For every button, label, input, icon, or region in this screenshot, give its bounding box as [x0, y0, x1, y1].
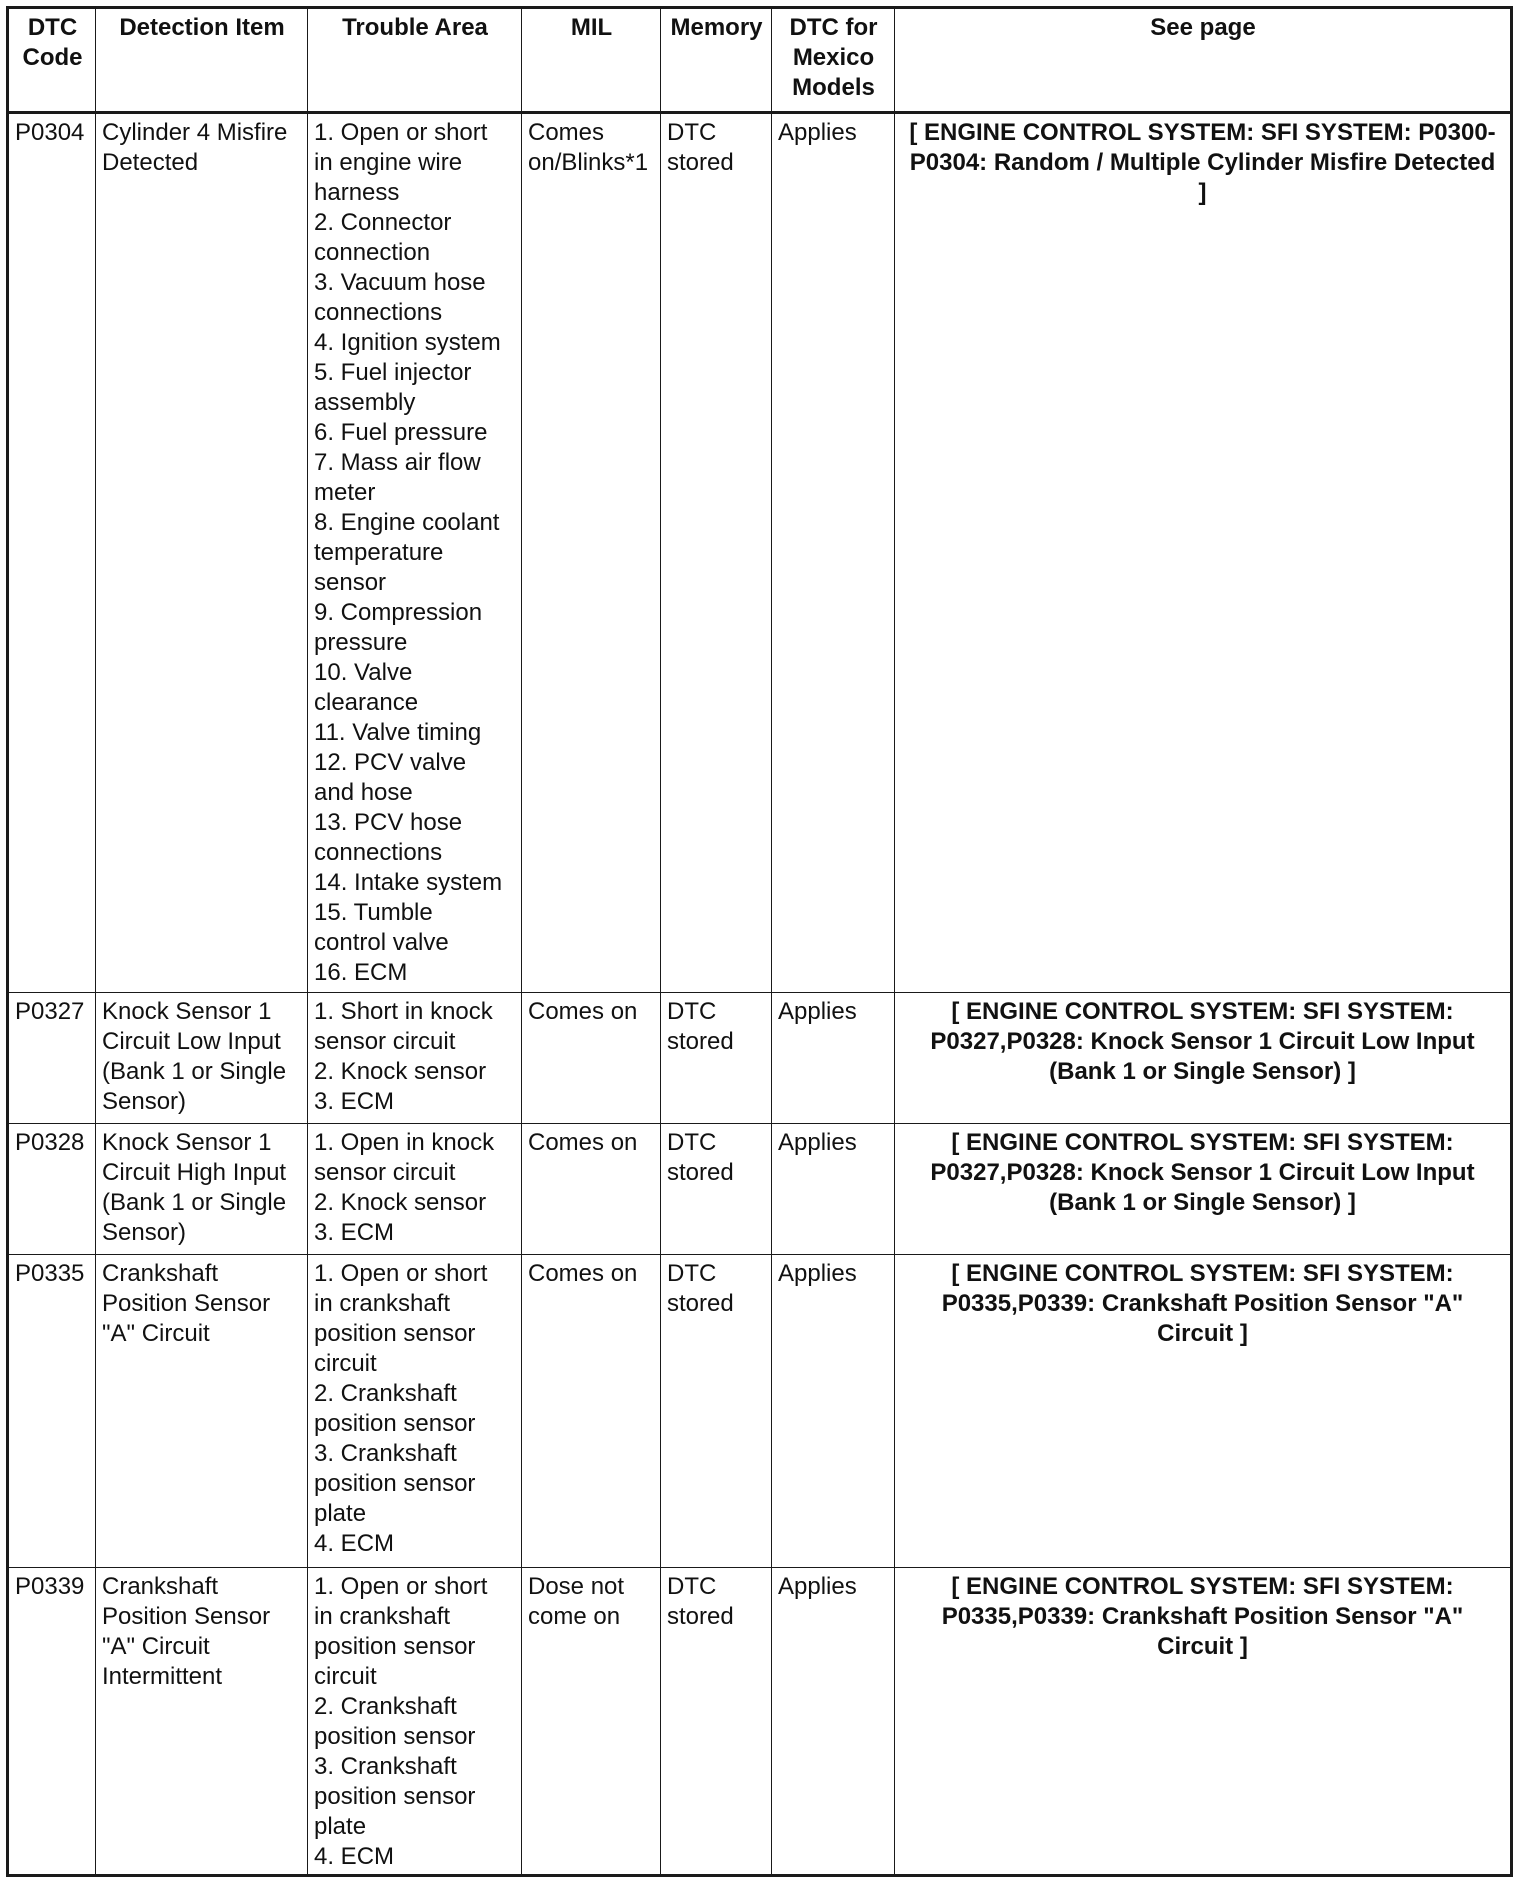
see-page-link[interactable]: [ ENGINE CONTROL SYSTEM: SFI SYSTEM: P0300-P0304: Random / Multiple Cylinder Misfire Detected ]	[895, 113, 1512, 993]
mil-cell: Comes on	[522, 1255, 661, 1568]
see-page-link[interactable]: [ ENGINE CONTROL SYSTEM: SFI SYSTEM: P0327,P0328: Knock Sensor 1 Circuit Low Input (Bank 1 or Single Sensor) ]	[895, 993, 1512, 1124]
mexico-models-cell: Applies	[772, 1255, 895, 1568]
dtc-code-cell: P0339	[8, 1568, 96, 1876]
detection-item-cell: Knock Sensor 1 Circuit Low Input (Bank 1 or Single Sensor)	[96, 993, 308, 1124]
table-row	[8, 1255, 1512, 1568]
memory-cell: DTC stored	[661, 113, 772, 993]
mexico-models-cell: Applies	[772, 1568, 895, 1876]
memory-cell: DTC stored	[661, 1124, 772, 1255]
mexico-models-cell: Applies	[772, 993, 895, 1124]
table-row	[8, 1568, 1512, 1876]
table-row	[8, 1124, 1512, 1255]
trouble-area-cell: 1. Short in knock sensor circuit 2. Knock sensor 3. ECM	[308, 993, 522, 1124]
header-dtc-code: DTC Code	[8, 8, 96, 113]
mil-cell: Comes on/Blinks*1	[522, 113, 661, 993]
header-mexico-models: DTC for Mexico Models	[772, 8, 895, 113]
memory-cell: DTC stored	[661, 993, 772, 1124]
detection-item-cell: Crankshaft Position Sensor "A" Circuit Intermittent	[96, 1568, 308, 1876]
detection-item-cell: Cylinder 4 Misfire Detected	[96, 113, 308, 993]
mil-cell: Comes on	[522, 1124, 661, 1255]
trouble-area-cell: 1. Open or short in crankshaft position sensor circuit 2. Crankshaft position sensor 3. Crankshaft position sensor plate 4. ECM	[308, 1568, 522, 1876]
header-memory: Memory	[661, 8, 772, 113]
table-body	[8, 113, 1512, 1876]
table-header	[8, 8, 1512, 113]
mexico-models-cell: Applies	[772, 113, 895, 993]
header-mil: MIL	[522, 8, 661, 113]
mexico-models-cell: Applies	[772, 1124, 895, 1255]
see-page-link[interactable]: [ ENGINE CONTROL SYSTEM: SFI SYSTEM: P0335,P0339: Crankshaft Position Sensor "A" Circuit ]	[895, 1255, 1512, 1568]
mil-cell: Dose not come on	[522, 1568, 661, 1876]
memory-cell: DTC stored	[661, 1568, 772, 1876]
detection-item-cell: Knock Sensor 1 Circuit High Input (Bank 1 or Single Sensor)	[96, 1124, 308, 1255]
header-trouble-area: Trouble Area	[308, 8, 522, 113]
trouble-area-cell: 1. Open in knock sensor circuit 2. Knock sensor 3. ECM	[308, 1124, 522, 1255]
trouble-area-cell: 1. Open or short in crankshaft position sensor circuit 2. Crankshaft position sensor 3. Crankshaft position sensor plate 4. ECM	[308, 1255, 522, 1568]
dtc-code-cell: P0327	[8, 993, 96, 1124]
dtc-code-cell: P0335	[8, 1255, 96, 1568]
table-row	[8, 113, 1512, 993]
header-detection-item: Detection Item	[96, 8, 308, 113]
dtc-table	[6, 6, 1513, 1877]
trouble-area-cell: 1. Open or short in engine wire harness 2. Connector connection 3. Vacuum hose connections 4. Ignition system 5. Fuel injector assembly 6. Fuel pressure 7. Mass air flow meter 8. Engine coolant temperature sensor 9. Compression pressure 10. Valve clearance 11. Valve timing 12. PCV valve and hose 13. PCV hose connections 14. Intake system 15. Tumble control valve 16. ECM	[308, 113, 522, 993]
memory-cell: DTC stored	[661, 1255, 772, 1568]
table-row	[8, 993, 1512, 1124]
detection-item-cell: Crankshaft Position Sensor "A" Circuit	[96, 1255, 308, 1568]
see-page-link[interactable]: [ ENGINE CONTROL SYSTEM: SFI SYSTEM: P0335,P0339: Crankshaft Position Sensor "A" Circuit ]	[895, 1568, 1512, 1876]
see-page-link[interactable]: [ ENGINE CONTROL SYSTEM: SFI SYSTEM: P0327,P0328: Knock Sensor 1 Circuit Low Input (Bank 1 or Single Sensor) ]	[895, 1124, 1512, 1255]
dtc-code-cell: P0304	[8, 113, 96, 993]
header-row	[8, 8, 1512, 113]
mil-cell: Comes on	[522, 993, 661, 1124]
dtc-code-cell: P0328	[8, 1124, 96, 1255]
header-see-page: See page	[895, 8, 1512, 113]
